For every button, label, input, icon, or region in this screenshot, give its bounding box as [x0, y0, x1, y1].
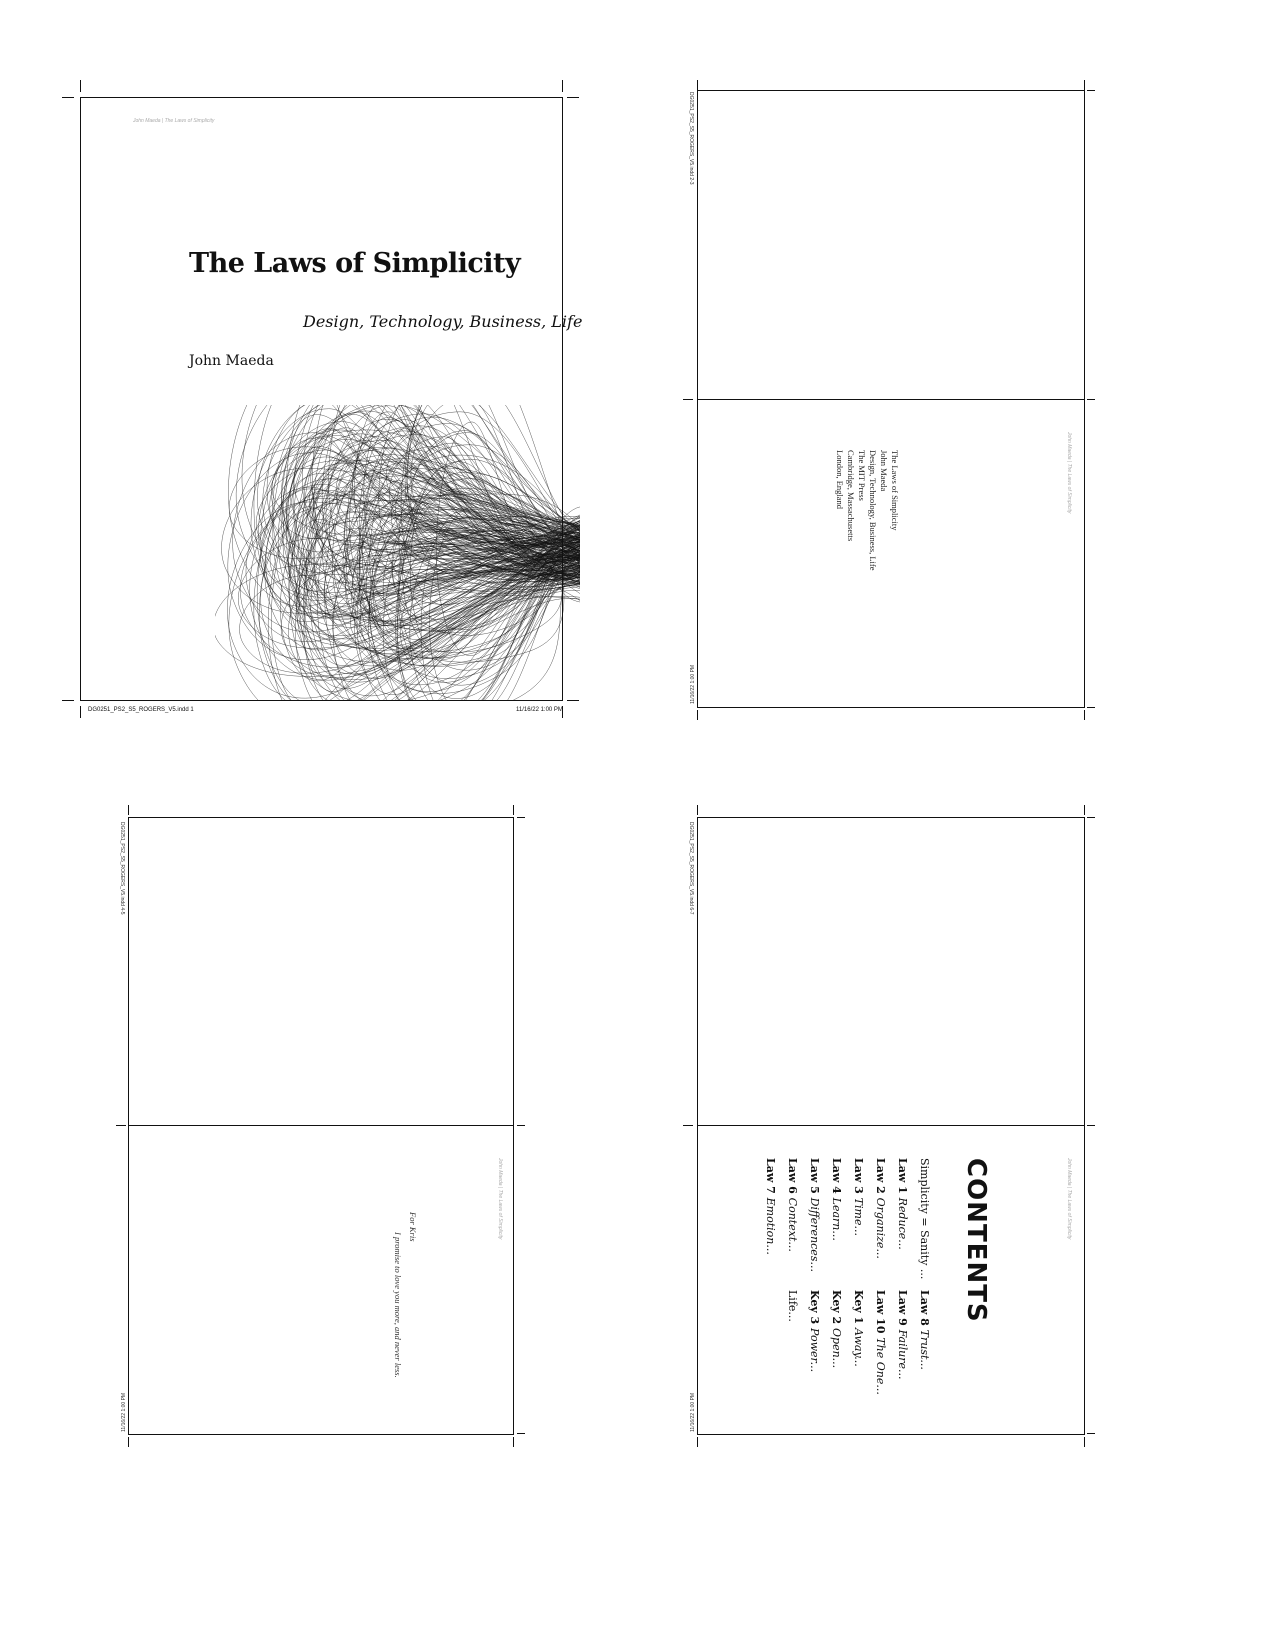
toc-label: Law 3	[852, 1158, 865, 1198]
toc-title: Simplicity = Sanity ...	[918, 1158, 931, 1280]
toc-column-left	[759, 1158, 935, 1279]
crop-mark	[517, 1433, 525, 1434]
toc-title: The One...	[874, 1337, 887, 1395]
crop-mark	[562, 80, 563, 92]
crop-mark	[62, 97, 74, 98]
slug-date: 11/16/22 1:00 PM	[121, 1392, 127, 1432]
toc-title: Context...	[786, 1197, 799, 1252]
toc-entry	[825, 1290, 847, 1395]
crop-mark	[683, 399, 693, 400]
crop-mark	[697, 80, 698, 90]
crop-mark	[683, 1125, 693, 1126]
toc-label: Law 5	[808, 1158, 821, 1198]
toc-title: Trust...	[918, 1329, 931, 1370]
slug-date: 11/16/22 1:00 PM	[690, 664, 696, 704]
slug-filename: DG0251_PS2_S5_ROGERS_V5.indd 6-7	[688, 822, 694, 915]
imprint-line: John Maeda	[879, 450, 889, 492]
toc-entry	[759, 1158, 781, 1279]
slug-date: 11/16/22 1:00 PM	[690, 1392, 696, 1432]
toc-entry	[891, 1158, 913, 1279]
spread-frame	[128, 817, 514, 1435]
crop-mark	[517, 817, 525, 818]
book-author: John Maeda	[189, 353, 274, 369]
imprint-line: London, England	[835, 450, 845, 510]
crop-mark	[1084, 710, 1085, 720]
toc-entry	[781, 1158, 803, 1279]
running-head: John Maeda | The Laws of Simplicity	[1066, 1158, 1072, 1240]
crop-mark	[697, 805, 698, 815]
crop-mark	[128, 805, 129, 815]
slug-filename: DG0251_PS2_S5_ROGERS_V5.indd 4-5	[119, 822, 125, 915]
crop-mark	[513, 805, 514, 815]
imprint-block	[834, 450, 900, 571]
book-subtitle: Design, Technology, Business, Life	[303, 312, 583, 331]
toc-entry	[781, 1290, 803, 1395]
spread-gutter	[697, 399, 1085, 400]
toc-label: Law 9	[896, 1290, 909, 1330]
crop-mark	[1087, 90, 1095, 91]
crop-mark	[697, 710, 698, 720]
slug-filename: DG0251_PS2_S5_ROGERS_V5.indd 1	[88, 707, 194, 713]
toc-title: Differences...	[808, 1197, 821, 1272]
toc-label: Law 6	[786, 1158, 799, 1198]
imprint-line: The Laws of Simplicity	[890, 450, 900, 531]
running-head: John Maeda | The Laws of Simplicity	[1066, 432, 1072, 514]
toc-entry	[803, 1290, 825, 1395]
imprint-line: Design, Technology, Business, Life	[868, 450, 878, 571]
toc-title: Organize...	[874, 1197, 887, 1259]
toc-title: Time...	[852, 1197, 865, 1236]
slug-filename: DG0251_PS2_S5_ROGERS_V5.indd 2-3	[688, 92, 694, 185]
toc-entry	[825, 1158, 847, 1279]
toc-label: Law 7	[764, 1158, 777, 1198]
crop-mark	[1087, 399, 1095, 400]
crop-mark	[1084, 80, 1085, 90]
toc-title: Learn...	[830, 1197, 843, 1241]
toc-label: Key 2	[830, 1290, 843, 1329]
toc-title: Open...	[830, 1328, 843, 1369]
toc-label: Key 3	[808, 1290, 821, 1329]
dedication-text: I promise to love you more, and never less.	[393, 1232, 403, 1378]
toc-label: Law 4	[830, 1158, 843, 1198]
crop-mark	[697, 1437, 698, 1447]
scribble-artwork	[215, 405, 580, 701]
toc-entry	[847, 1290, 869, 1395]
crop-mark	[62, 700, 74, 701]
toc-entry	[847, 1158, 869, 1279]
running-head: John Maeda | The Laws of Simplicity	[133, 118, 215, 124]
crop-mark	[116, 1125, 126, 1126]
spread-gutter	[128, 1125, 514, 1126]
toc-label: Key 1	[852, 1290, 865, 1329]
crop-mark	[513, 1437, 514, 1447]
crop-mark	[80, 706, 81, 718]
toc-column-right	[781, 1290, 935, 1395]
toc-title: Away...	[852, 1328, 865, 1367]
toc-title: Reduce...	[896, 1197, 909, 1250]
crop-mark	[1087, 1433, 1095, 1434]
crop-mark	[80, 80, 81, 92]
toc-entry	[869, 1290, 891, 1395]
toc-entry	[913, 1158, 935, 1279]
toc-label: Law 10	[874, 1290, 887, 1338]
running-head: John Maeda | The Laws of Simplicity	[497, 1158, 503, 1240]
toc-label: Law 1	[896, 1158, 909, 1198]
crop-mark	[567, 97, 579, 98]
imprint-line: The MIT Press	[857, 450, 867, 501]
crop-mark	[128, 1437, 129, 1447]
contents-heading: CONTENTS	[961, 1158, 991, 1323]
toc-title: Life...	[786, 1290, 799, 1322]
crop-mark	[1087, 1125, 1095, 1126]
toc-label: Law 2	[874, 1158, 887, 1198]
scribble-stroke	[256, 460, 580, 575]
imprint-line: Cambridge, Massachusetts	[846, 450, 856, 542]
crop-mark	[1087, 707, 1095, 708]
slug-date: 11/16/22 1:00 PM	[516, 707, 563, 713]
toc-entry	[891, 1290, 913, 1395]
toc-title: Emotion...	[764, 1197, 777, 1255]
toc-entry	[869, 1158, 891, 1279]
crop-mark	[517, 1125, 525, 1126]
crop-mark	[1087, 817, 1095, 818]
crop-mark	[1084, 1437, 1085, 1447]
dedication-for: For Kris	[408, 1212, 418, 1242]
crop-mark	[1084, 805, 1085, 815]
toc-entry	[803, 1158, 825, 1279]
spread-gutter	[697, 1125, 1085, 1126]
toc-label: Law 8	[918, 1290, 931, 1330]
toc-entry	[913, 1290, 935, 1395]
toc-title: Power...	[808, 1328, 821, 1373]
book-title: The Laws of Simplicity	[189, 248, 521, 279]
toc-title: Failure...	[896, 1329, 909, 1380]
